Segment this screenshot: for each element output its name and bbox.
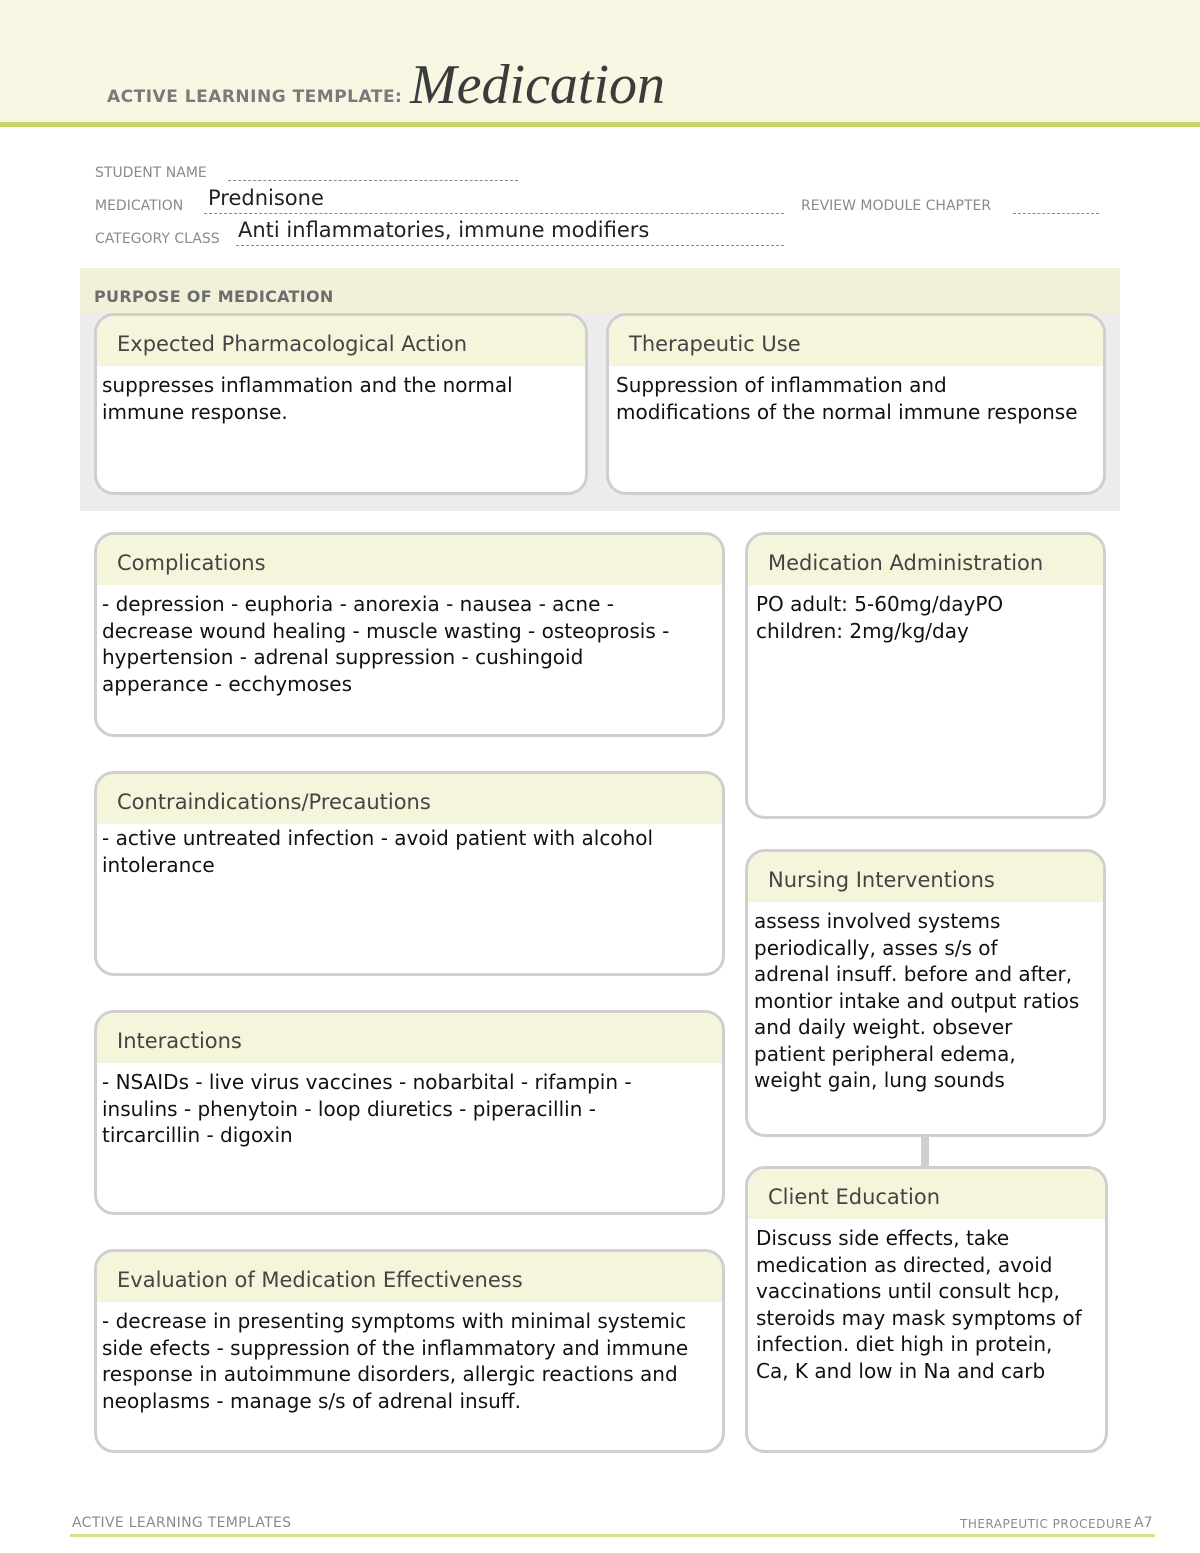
evaluation-box	[94, 1249, 725, 1453]
contraindications-heading: Contraindications/Precautions	[97, 774, 722, 824]
category-class-field-line	[236, 245, 784, 246]
contraindications-text[interactable]: - active untreated infection - avoid patient with alcohol intolerance	[102, 826, 654, 877]
nursing-interventions-heading: Nursing Interventions	[748, 852, 1103, 902]
category-class-label: CATEGORY CLASS	[95, 231, 220, 247]
medication-field[interactable]: Prednisone	[208, 186, 324, 210]
therapeutic-use-box	[606, 313, 1106, 495]
review-module-label: REVIEW MODULE CHAPTER	[801, 198, 992, 214]
complications-text[interactable]: - depression - euphoria - anorexia - nausea - acne - decrease wound healing - muscle wasting - osteoprosis - hypertension - adrenal suppression - cushingoid apperance - ecchymoses	[102, 592, 670, 696]
client-education-text[interactable]: Discuss side effects, take medication as directed, avoid vaccinations until consult hcp, steroids may mask symptoms of infection. diet high in protein, Ca, K and low in Na and carb	[756, 1226, 1082, 1383]
student-name-field[interactable]	[228, 180, 518, 181]
student-name-label: STUDENT NAME	[95, 165, 207, 181]
therapeutic-use-text[interactable]: Suppression of inflammation and modifications of the normal immune response	[616, 373, 1078, 424]
category-class-field[interactable]: Anti inflammatories, immune modifiers	[238, 218, 650, 242]
medication-administration-text[interactable]: PO adult: 5-60mg/dayPO children: 2mg/kg/day	[756, 592, 1004, 643]
client-education-heading: Client Education	[748, 1169, 1105, 1219]
evaluation-heading: Evaluation of Medication Effectiveness	[97, 1252, 722, 1302]
footer-rule	[70, 1534, 1155, 1537]
medication-field-line	[204, 213, 784, 214]
footer-left: ACTIVE LEARNING TEMPLATES	[72, 1515, 292, 1531]
client-education-box	[745, 1166, 1108, 1453]
expected-action-text[interactable]: suppresses inflammation and the normal immune response.	[102, 373, 513, 424]
review-module-field[interactable]	[1013, 213, 1099, 214]
therapeutic-use-heading: Therapeutic Use	[609, 316, 1103, 366]
purpose-title: PURPOSE OF MEDICATION	[94, 287, 334, 306]
medication-administration-box	[745, 532, 1106, 819]
page-number: A7	[1134, 1515, 1153, 1531]
nursing-interventions-box	[745, 849, 1106, 1137]
box-connector	[921, 1136, 929, 1166]
expected-action-box	[94, 313, 588, 495]
footer-right: THERAPEUTIC PROCEDURE	[960, 1517, 1133, 1531]
contraindications-box	[94, 771, 725, 976]
medication-administration-heading: Medication Administration	[748, 535, 1103, 585]
template-label: ACTIVE LEARNING TEMPLATE:	[107, 87, 403, 107]
complications-box	[94, 532, 725, 737]
interactions-box	[94, 1010, 725, 1215]
evaluation-text[interactable]: - decrease in presenting symptoms with minimal systemic side efects - suppression of the inflammatory and immune response in autoimmune disorders, allergic reactions and neoplasms - manage s/s of adrenal insuff.	[102, 1309, 689, 1413]
interactions-heading: Interactions	[97, 1013, 722, 1063]
header-rule	[0, 122, 1200, 127]
complications-heading: Complications	[97, 535, 722, 585]
template-title: Medication	[410, 54, 666, 116]
expected-action-heading: Expected Pharmacological Action	[97, 316, 585, 366]
nursing-interventions-text[interactable]: assess involved systems periodically, asses s/s of adrenal insuff. before and after, montior intake and output ratios and daily weight. obsever patient peripheral edema, weight gain, lung sounds	[754, 909, 1080, 1092]
medication-label: MEDICATION	[95, 198, 184, 214]
interactions-text[interactable]: - NSAIDs - live virus vaccines - nobarbital - rifampin - insulins - phenytoin - loop diuretics - piperacillin - tircarcillin - digoxin	[102, 1070, 632, 1147]
